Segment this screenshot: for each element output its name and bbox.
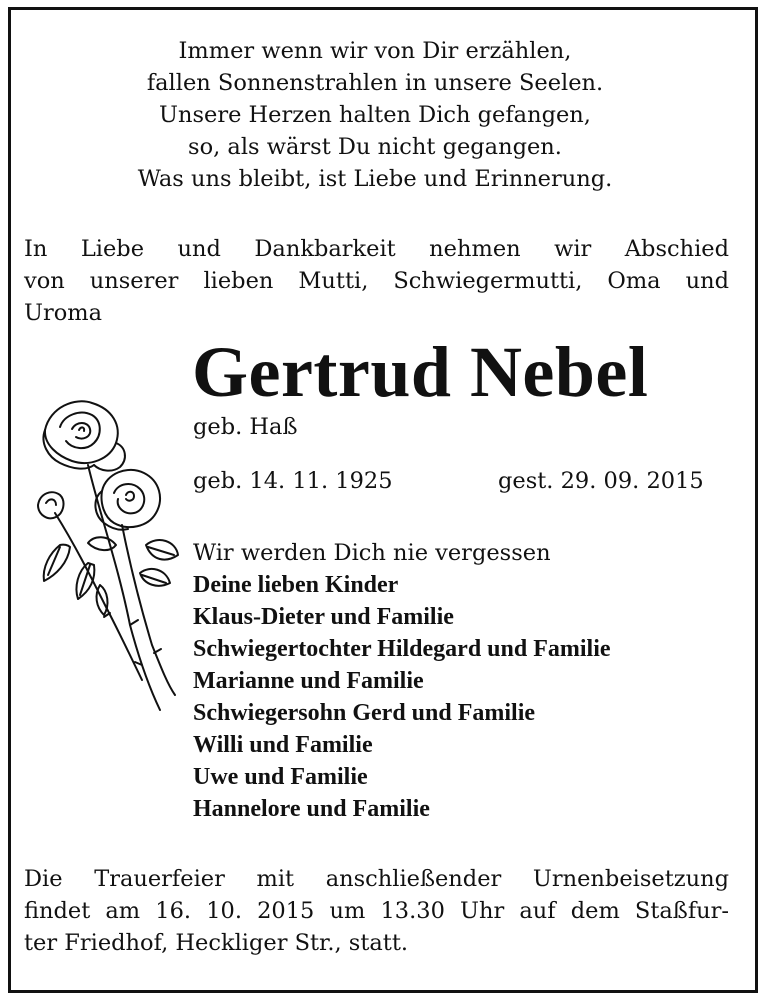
family-intro: Wir werden Dich nie vergessen (193, 540, 551, 566)
poem-line: fallen Sonnenstrahlen in unsere Seelen. (146, 70, 604, 96)
maiden-name: geb. Haß (193, 414, 298, 440)
family-member: Schwiegersohn Gerd und Familie (193, 700, 536, 726)
poem-line: Unsere Herzen halten Dich gefangen, (159, 102, 591, 128)
birth-date: geb. 14. 11. 1925 (193, 468, 393, 494)
family-member: Hannelore und Familie (193, 796, 430, 822)
family-member: Klaus-Dieter und Familie (193, 604, 454, 630)
funeral-line: Die Trauerfeier mit anschließender Urnenbeisetzung (24, 866, 729, 892)
intro-line: von unserer lieben Mutti, Schwiegermutti, Oma und (24, 268, 729, 294)
family-member: Willi und Familie (193, 732, 373, 758)
death-date: gest. 29. 09. 2015 (498, 468, 704, 494)
funeral-line: ter Friedhof, Heckliger Str., statt. (24, 930, 409, 956)
memorial-poem (20, 35, 730, 195)
funeral-line: findet am 16. 10. 2015 um 13.30 Uhr auf dem Staßfur- (24, 898, 729, 924)
intro-line: Uroma (24, 300, 103, 326)
poem-line: so, als wärst Du nicht gegangen. (188, 134, 562, 160)
life-dates (193, 465, 704, 497)
family-list (193, 537, 611, 825)
family-member: Deine lieben Kinder (193, 572, 399, 598)
poem-line: Was uns bleibt, ist Liebe und Erinnerung. (137, 166, 613, 192)
family-member: Schwiegertochter Hildegard und Familie (193, 636, 611, 662)
farewell-intro (24, 233, 729, 329)
intro-line: In Liebe und Dankbarkeit nehmen wir Abschied (24, 236, 729, 262)
funeral-details (24, 863, 729, 959)
rose-icon (30, 395, 180, 715)
family-member: Uwe und Familie (193, 764, 368, 790)
poem-line: Immer wenn wir von Dir erzählen, (178, 38, 572, 64)
family-member: Marianne und Familie (193, 668, 424, 694)
deceased-name: Gertrud Nebel (192, 332, 649, 412)
